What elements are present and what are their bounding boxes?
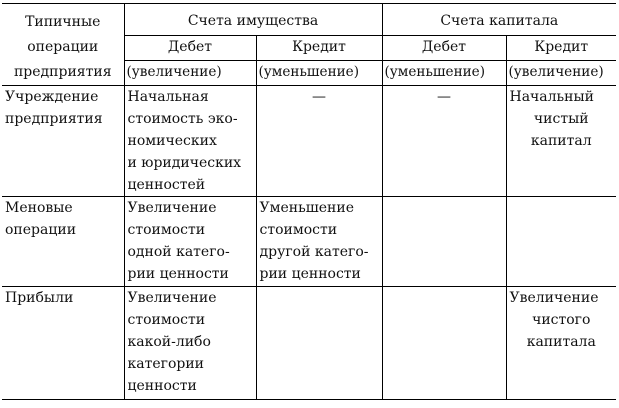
capital-debit-cell: [382, 287, 506, 400]
assets-credit-header: Кредит: [256, 36, 382, 61]
op-cell: [2, 287, 124, 400]
asset-credit-cell: [256, 287, 382, 400]
ops-header-cell: [2, 4, 124, 86]
cell-line: Уменьшение: [259, 200, 354, 216]
cell-line: одной катего-: [127, 244, 230, 260]
asset-debit-cell: [124, 287, 256, 400]
capital-credit-direction: (увеличение): [506, 61, 616, 86]
capital-group-header: Счета капитала: [382, 4, 616, 36]
table-row: [2, 287, 616, 400]
ops-header-line: операции: [27, 39, 99, 55]
cell-line: стоимость эко-: [127, 111, 238, 127]
cell-line: Увеличение: [127, 290, 217, 306]
cell-line: чистый: [533, 111, 589, 127]
op-cell: [2, 86, 124, 197]
cell-line: Начальный: [509, 89, 594, 105]
assets-group-header: Счета имущества: [124, 4, 382, 36]
asset-credit-cell: [256, 197, 382, 287]
asset-credit-cell: [256, 86, 382, 197]
cell-line: операции: [5, 222, 77, 238]
cell-line: другой катего-: [259, 244, 369, 260]
capital-debit-direction: (уменьшение): [382, 61, 506, 86]
cell-line: чистого: [532, 312, 591, 328]
cell-line: ценностей: [127, 177, 206, 193]
cell-line: Учреждение: [5, 89, 99, 105]
cell-line: ценности: [127, 378, 197, 394]
cell-line: стоимости: [127, 222, 206, 238]
capital-credit-header: Кредит: [506, 36, 616, 61]
cell-line: какой-либо: [127, 334, 211, 350]
cell-line: предприятия: [5, 111, 103, 127]
dash-mark: —: [437, 89, 451, 105]
cell-line: Начальная: [127, 89, 209, 105]
asset-debit-cell: [124, 86, 256, 197]
capital-credit-cell: [506, 86, 616, 197]
cell-line: стоимости: [127, 312, 206, 328]
cell-line: Прибыли: [5, 290, 74, 306]
assets-debit-direction: (увеличение): [124, 61, 256, 86]
capital-debit-cell: [382, 197, 506, 287]
table-row: [2, 86, 616, 197]
capital-credit-cell: [506, 197, 616, 287]
cell-line: рии ценности: [259, 266, 361, 282]
ops-header-line: Типичные: [25, 14, 101, 30]
cell-line: капитал: [530, 133, 592, 149]
asset-debit-cell: [124, 197, 256, 287]
cell-line: рии ценности: [127, 266, 229, 282]
header-row-groups: [2, 4, 616, 36]
cell-line: Меновые: [5, 200, 73, 216]
capital-credit-cell: [506, 287, 616, 400]
capital-debit-cell: [382, 86, 506, 197]
capital-debit-header: Дебет: [382, 36, 506, 61]
assets-credit-direction: (уменьшение): [256, 61, 382, 86]
cell-line: категории: [127, 356, 205, 372]
cell-line: Увеличение: [509, 290, 599, 306]
dash-mark: —: [312, 89, 326, 105]
cell-line: стоимости: [259, 222, 338, 238]
cell-line: и юридических: [127, 155, 242, 171]
cell-line: Увеличение: [127, 200, 217, 216]
cell-line: номических: [127, 133, 217, 149]
assets-debit-header: Дебет: [124, 36, 256, 61]
table-row: [2, 197, 616, 287]
accounts-table: [2, 3, 616, 400]
cell-line: капитала: [526, 334, 596, 350]
op-cell: [2, 197, 124, 287]
ops-header-line: предприятия: [13, 64, 112, 80]
